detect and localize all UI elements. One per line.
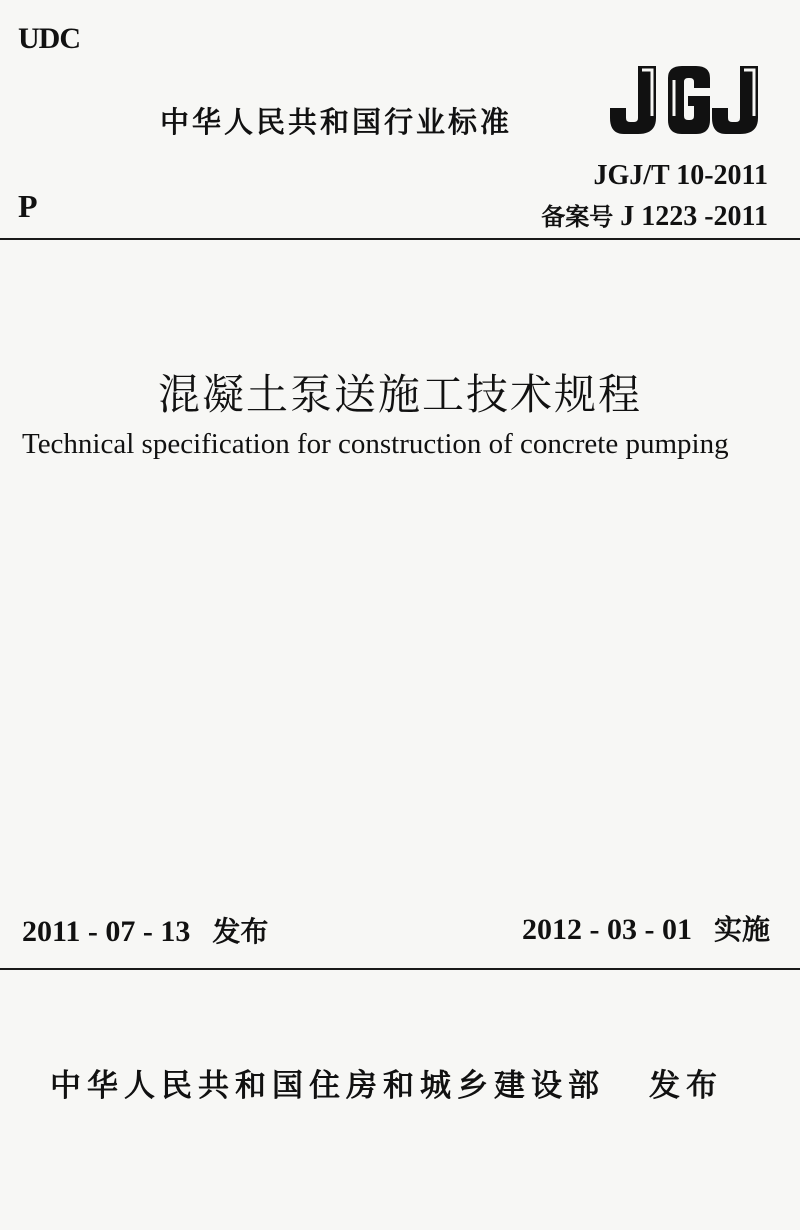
title-english: Technical specification for construction of concrete pumping	[22, 428, 729, 460]
publisher-line	[50, 1060, 723, 1105]
bottom-divider	[0, 968, 800, 970]
implement-label: 实施	[713, 913, 770, 946]
filing-number-line	[541, 197, 768, 233]
logo-letter-j2	[712, 66, 758, 134]
publish-date-line	[22, 910, 268, 950]
filing-number: J 1223 -2011	[620, 201, 768, 232]
logo-letter-g	[668, 66, 710, 134]
udc-label: UDC	[18, 22, 80, 55]
jgj-logo	[608, 60, 768, 138]
publish-date: 2011 - 07 - 13	[22, 915, 191, 948]
standard-type-title: 中华人民共和国行业标准	[160, 105, 513, 139]
title-chinese: 混凝土泵送施工技术规程	[157, 370, 642, 419]
implement-date: 2012 - 03 - 01	[522, 913, 692, 946]
implement-date-line	[522, 908, 770, 948]
standard-code: JGJ/T 10-2011	[593, 160, 768, 191]
filing-prefix: 备案号	[541, 203, 614, 231]
logo-text: JGJ	[608, 60, 610, 61]
top-divider	[0, 238, 800, 240]
publisher-action: 发布	[649, 1068, 723, 1104]
logo-letter-j1	[610, 66, 656, 134]
publisher-name: 中华人民共和国住房和城乡建设部	[50, 1068, 605, 1104]
publish-label: 发布	[212, 915, 269, 948]
classification-letter: P	[18, 188, 38, 224]
